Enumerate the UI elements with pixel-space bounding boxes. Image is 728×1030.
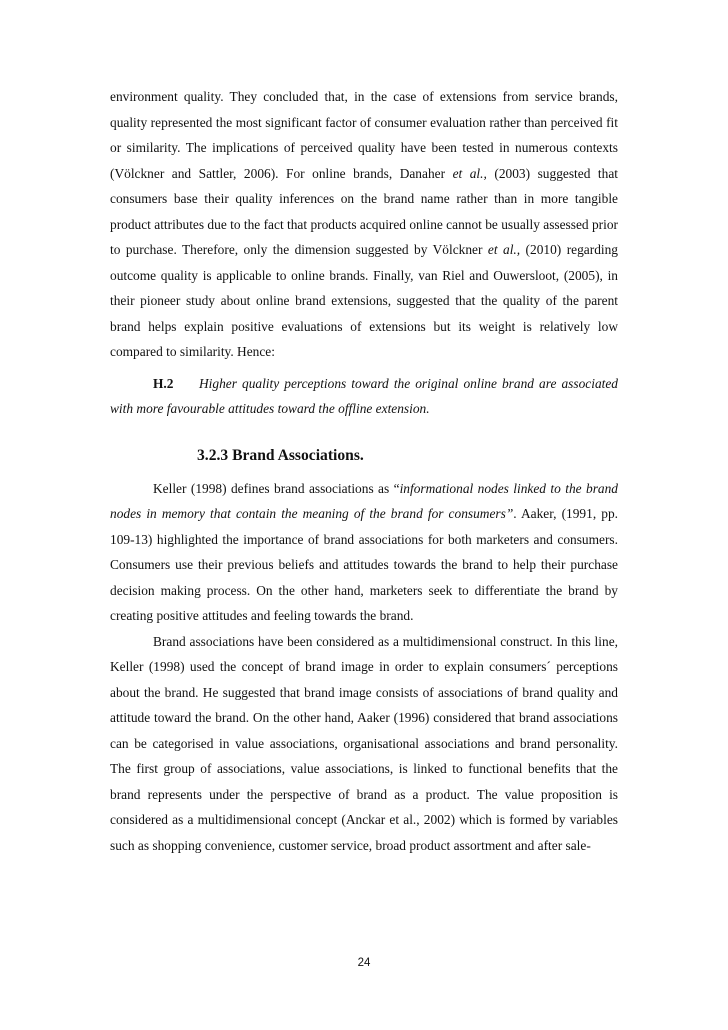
paragraph-perceived-quality [110,84,618,365]
et-al-italic: et al., [452,165,487,181]
hypothesis-label: H.2 [153,375,174,391]
document-page [110,84,618,858]
quote-italic: informational nodes linked to the brand nodes in memory that contain the meaning of the brand for consumers” [110,480,618,521]
hypothesis-h2 [110,371,618,422]
paragraph-text: environment quality. They concluded that, in the case of extensions from service brands, quality represented the most significant factor of consumer evaluation rather than perceived fit or similarity. The implications of perceived quality have been tested in numerous contexts (Völckner and Sattler, 2006). For online brands, Danaher [110,89,618,181]
paragraph-text: . Aaker, (1991, pp. 109-13) highlighted the importance of brand associations for both marketers and consumers. Consumers use their previous beliefs and attitudes towards the brand to help their purchase decision making process. On the other hand, marketers seek to differentiate the brand by creating positive attitudes and feeling towards the brand. [110,506,618,623]
paragraph-multidimensional: Brand associations have been considered as a multidimensional construct. In this line, Keller (1998) used the concept of brand image in order to explain consumers´ perceptions about the brand. He suggested that brand image consists of associations of brand quality and attitude toward the brand. On the other hand, Aaker (1996) considered that brand associations can be categorised in value associations, organisational associations and brand personality. The first group of associations, value associations, is linked to functional benefits that the brand represents under the perspective of brand as a product. The value proposition is considered as a multidimensional concept (Anckar et al., 2002) which is formed by variables such as shopping convenience, customer service, broad product assortment and after sale- [110,633,618,853]
paragraph-brand-associations [110,476,618,629]
et-al-italic: et al., [487,242,521,257]
paragraph-text: (2003) suggested that consumers base their quality inferences on the brand name rather than in more tangible product attributes due to the fact that products acquired online cannot be usually assessed prior to purchase. Therefore, only the dimension suggested by Völckner [110,165,618,257]
hypothesis-text: Higher quality perceptions toward the original online brand are associated with more favourable attitudes toward the offline extension. [110,375,618,416]
page-number: 24 [357,957,371,969]
paragraph-text: (2010) regarding outcome quality is applicable to online brands. Finally, van Riel and Ouwersloot, (2005), in their pioneer study about online brand extensions, suggested that the quality of the parent brand helps explain positive evaluations of extensions but its weight is relatively low compared to similarity. Hence: [110,242,619,359]
section-heading: 3.2.3 Brand Associations. [197,446,364,464]
paragraph-text: Keller (1998) defines brand associations as “ [153,480,400,496]
